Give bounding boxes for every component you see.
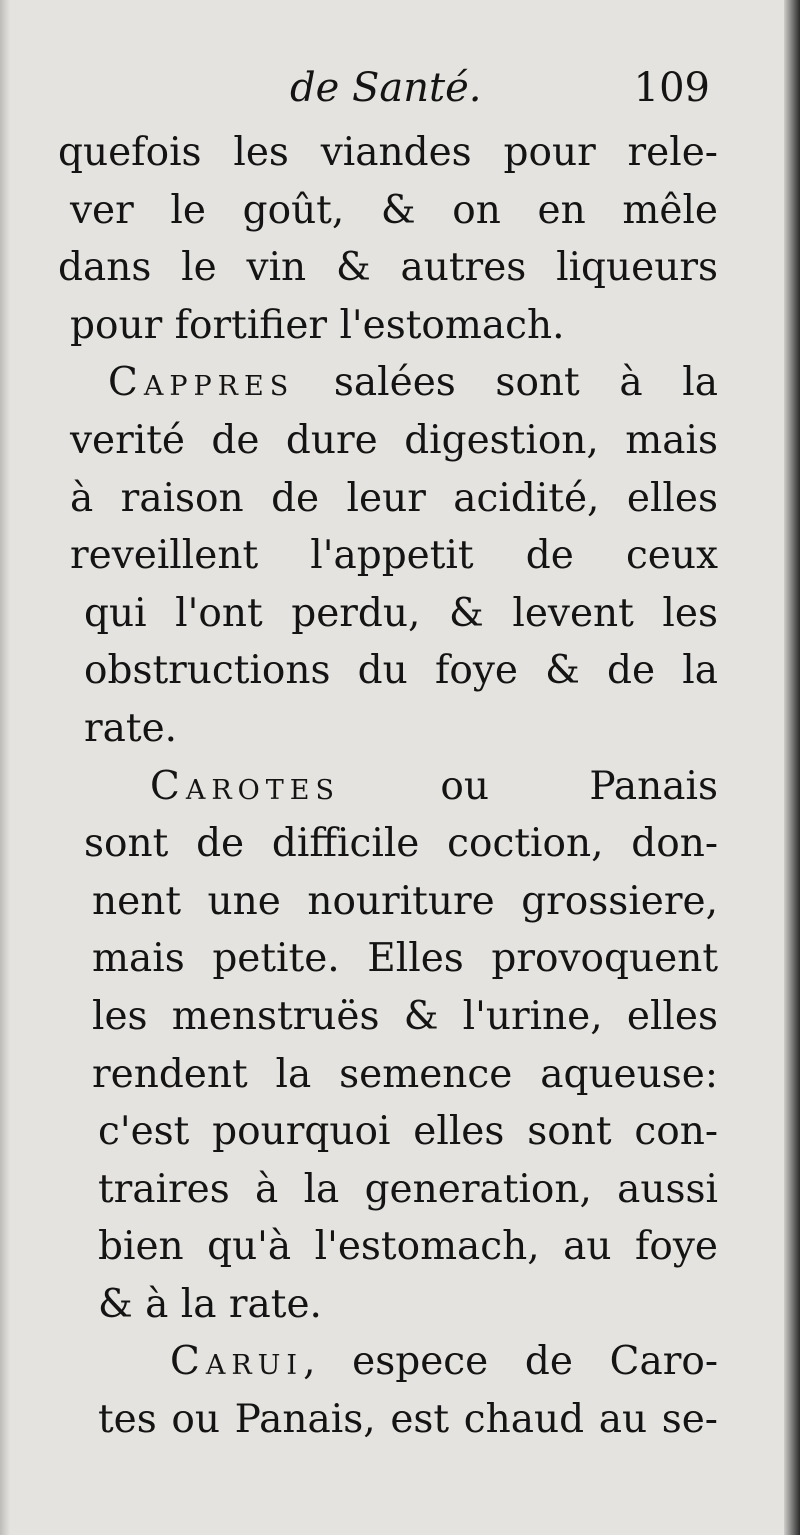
text-line: bien qu'à l'estomach, au foye	[98, 1224, 718, 1270]
text-line: verité de dure digestion, mais	[70, 417, 718, 463]
text-line: rendent la semence aqueuse:	[92, 1051, 718, 1097]
page-header	[290, 62, 710, 122]
entry-heading-line: Carui, espece de Caro-	[170, 1339, 718, 1385]
page-number: 109	[633, 65, 710, 111]
text-line: quefois les viandes pour rele-	[58, 130, 718, 175]
text-line: pour fortifier l'estomach.	[70, 302, 565, 348]
entry-term: Cappres	[108, 360, 295, 406]
text-line: reveillent l'appetit de ceux	[70, 533, 718, 579]
text-line: & à la rate.	[98, 1281, 322, 1327]
text-line: sont de difficile coction, don-	[84, 821, 718, 867]
text-line: traires à la generation, aussi	[98, 1166, 718, 1212]
text-line: c'est pourquoi elles sont con-	[98, 1109, 718, 1155]
text-line: nent une nouriture grossiere,	[92, 878, 718, 924]
page-right-edge	[784, 0, 800, 1535]
running-title: de Santé.	[290, 65, 482, 111]
text-line: rate.	[84, 705, 178, 751]
text-line: tes ou Panais, est chaud au se-	[98, 1397, 718, 1443]
text-line: ver le goût, & on en mêle	[70, 187, 718, 233]
text-line: qui l'ont perdu, & levent les	[84, 590, 718, 636]
page-left-edge	[0, 0, 10, 1535]
entry-term: Carotes	[150, 763, 341, 809]
body-text	[58, 124, 718, 1449]
text-line: obstructions du foye & de la	[84, 648, 718, 694]
text-line: dans le vin & autres liqueurs	[58, 245, 718, 291]
entry-heading-line: Cappres salées sont à la	[108, 360, 718, 406]
text-line: les menstruës & l'urine, elles	[92, 993, 718, 1039]
text-line: mais petite. Elles provoquent	[92, 936, 718, 982]
entry-term: Carui	[170, 1339, 304, 1385]
entry-heading-line: Carotes ou Panais	[150, 763, 718, 809]
text-line: à raison de leur acidité, elles	[70, 475, 718, 521]
